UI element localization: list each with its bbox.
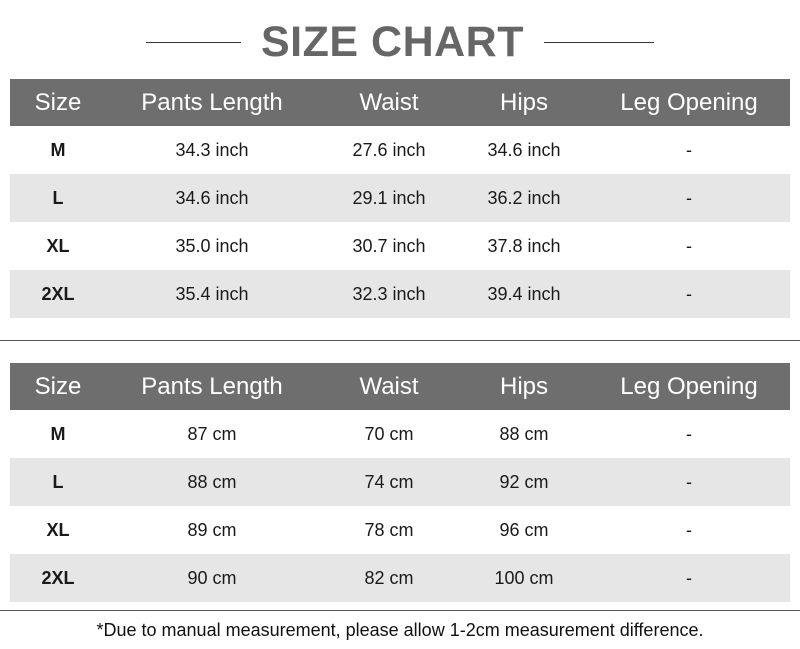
cell-waist: 70 cm [364, 423, 414, 444]
header-size: Size [34, 372, 82, 400]
title-line-right [544, 42, 654, 43]
header-hips: Hips [499, 88, 548, 116]
cell-waist: 27.6 inch [352, 139, 426, 160]
table-row [10, 410, 790, 458]
cell-hips: 100 cm [494, 567, 554, 588]
cell-size: 2XL [41, 283, 75, 304]
title-row [0, 14, 800, 70]
cell-leg-opening: - [686, 519, 692, 540]
cell-leg-opening: - [686, 283, 692, 304]
cell-pants-length: 89 cm [187, 519, 237, 540]
cell-pants-length: 88 cm [187, 471, 237, 492]
cell-hips: 92 cm [499, 471, 549, 492]
cell-leg-opening: - [686, 567, 692, 588]
size-table-cm [10, 363, 790, 602]
table-header-row [10, 363, 790, 410]
cell-waist: 78 cm [364, 519, 414, 540]
cell-hips: 36.2 inch [487, 187, 561, 208]
cell-hips: 88 cm [499, 423, 549, 444]
cell-hips: 96 cm [499, 519, 549, 540]
cell-waist: 32.3 inch [352, 283, 426, 304]
table-row [10, 506, 790, 554]
cell-size: XL [46, 519, 70, 540]
divider [0, 340, 800, 341]
divider [0, 610, 800, 611]
cell-leg-opening: - [686, 235, 692, 256]
header-leg-opening: Leg Opening [620, 88, 758, 116]
cell-size: XL [46, 235, 70, 256]
header-pants-length: Pants Length [141, 88, 283, 116]
cell-pants-length: 90 cm [187, 567, 237, 588]
cell-size: 2XL [41, 567, 75, 588]
header-pants-length: Pants Length [141, 372, 283, 400]
measurement-note: *Due to manual measurement, please allow 1-2cm measurement difference. [96, 620, 704, 640]
cell-waist: 82 cm [364, 567, 414, 588]
cell-size: M [50, 139, 66, 160]
cell-hips: 37.8 inch [487, 235, 561, 256]
table-row [10, 458, 790, 506]
cell-waist: 30.7 inch [352, 235, 426, 256]
table-row [10, 554, 790, 602]
cell-hips: 34.6 inch [487, 139, 561, 160]
cell-size: L [52, 187, 64, 208]
header-waist: Waist [359, 88, 419, 116]
table-row [10, 270, 790, 318]
cell-pants-length: 34.6 inch [175, 187, 249, 208]
header-leg-opening: Leg Opening [620, 372, 758, 400]
table-row [10, 222, 790, 270]
cell-size: L [52, 471, 64, 492]
header-hips: Hips [499, 372, 548, 400]
cell-pants-length: 35.4 inch [175, 283, 249, 304]
cell-leg-opening: - [686, 187, 692, 208]
cell-size: M [50, 423, 66, 444]
cell-leg-opening: - [686, 139, 692, 160]
size-table-inch [10, 79, 790, 318]
cell-leg-opening: - [686, 471, 692, 492]
cell-waist: 29.1 inch [352, 187, 426, 208]
cell-waist: 74 cm [364, 471, 414, 492]
header-size: Size [34, 88, 82, 116]
cell-pants-length: 35.0 inch [175, 235, 249, 256]
cell-hips: 39.4 inch [487, 283, 561, 304]
cell-pants-length: 34.3 inch [175, 139, 249, 160]
header-waist: Waist [359, 372, 419, 400]
table-header-row [10, 79, 790, 126]
page-title: SIZE CHART [261, 17, 524, 66]
title-line-left [146, 42, 241, 43]
table-row [10, 126, 790, 174]
cell-pants-length: 87 cm [187, 423, 237, 444]
cell-leg-opening: - [686, 423, 692, 444]
table-row [10, 174, 790, 222]
